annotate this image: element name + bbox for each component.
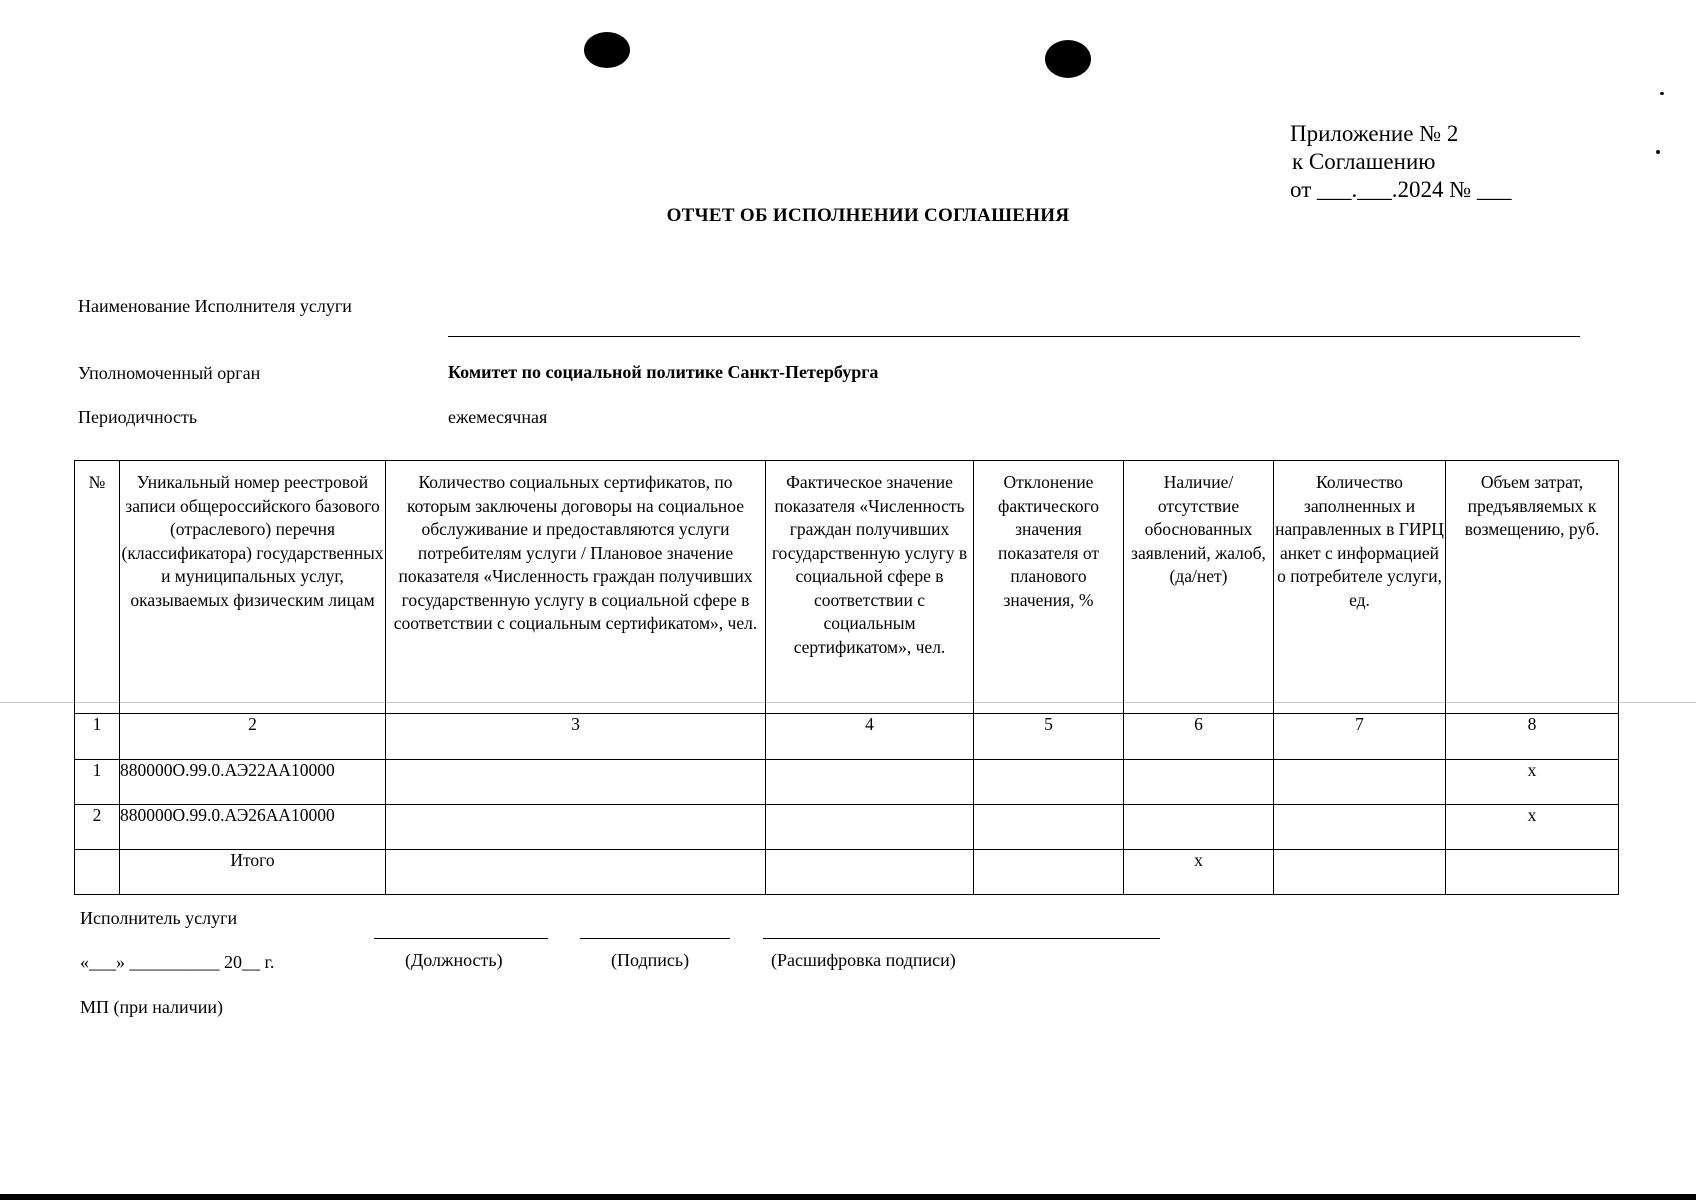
table-cell bbox=[1124, 805, 1274, 850]
position-label: (Должность) bbox=[405, 950, 503, 970]
column-number: 3 bbox=[386, 714, 766, 760]
report-table bbox=[74, 460, 1619, 895]
date-template: «___» __________ 20__ г. bbox=[80, 952, 275, 972]
table-cell bbox=[1274, 805, 1446, 850]
table-cell: 880000О.99.0.АЭ26АА10000 bbox=[120, 805, 386, 850]
table-cell bbox=[1274, 850, 1446, 895]
header-cell-certificates-count: Количество социальных сертификатов, по которым заключены договоры на социальное обслуживание и предоставляются услуги потребителям услуги / Плановое значение показателя «Численность граждан получивших государственную услугу в социальной сфере в соответствии с социальным сертификатом», чел. bbox=[386, 461, 766, 714]
column-number: 5 bbox=[974, 714, 1124, 760]
header-cell-deviation: Отклонение фактического значения показателя от планового значения, % bbox=[974, 461, 1124, 714]
hole-punch-left bbox=[584, 32, 630, 68]
decoding-line bbox=[763, 938, 1160, 939]
table-cell bbox=[1446, 850, 1619, 895]
periodicity-label: Периодичность bbox=[78, 407, 198, 427]
executor-name-label: Наименование Исполнителя услуги bbox=[78, 296, 352, 316]
appendix-line-2: к Соглашению bbox=[1292, 149, 1436, 174]
table-cell: 2 bbox=[75, 805, 120, 850]
header-cell-registry-number: Уникальный номер реестровой записи общероссийского базового (отраслевого) перечня (классификатора) государственных и муниципальных услуг, оказываемых физическим лицам bbox=[120, 461, 386, 714]
authority-value: Комитет по социальной политике Санкт-Петербурга bbox=[448, 362, 879, 382]
table-cell: 1 bbox=[75, 760, 120, 805]
appendix-block bbox=[1290, 120, 1511, 204]
header-cell-actual-value: Фактическое значение показателя «Численность граждан получивших государственную услугу в социальной сфере в соответствии с социальным сертификатом», чел. bbox=[766, 461, 974, 714]
table-cell bbox=[766, 805, 974, 850]
signature-line bbox=[580, 938, 730, 939]
column-number: 4 bbox=[766, 714, 974, 760]
header-cell-number: № bbox=[75, 461, 120, 714]
column-number: 8 bbox=[1446, 714, 1619, 760]
table-cell bbox=[766, 850, 974, 895]
column-number: 1 bbox=[75, 714, 120, 760]
header-row bbox=[75, 461, 1619, 714]
executor-signature-label: Исполнитель услуги bbox=[80, 908, 238, 928]
column-number: 2 bbox=[120, 714, 386, 760]
table-cell: x bbox=[1446, 760, 1619, 805]
header-cell-costs: Объем затрат, предъявляемых к возмещению, руб. bbox=[1446, 461, 1619, 714]
table-cell bbox=[1274, 760, 1446, 805]
column-number: 7 bbox=[1274, 714, 1446, 760]
column-number: 6 bbox=[1124, 714, 1274, 760]
table-cell: 880000О.99.0.АЭ22АА10000 bbox=[120, 760, 386, 805]
position-line bbox=[374, 938, 548, 939]
table-cell bbox=[974, 805, 1124, 850]
hole-punch-right bbox=[1045, 40, 1091, 78]
stamp-label: МП (при наличии) bbox=[80, 997, 223, 1017]
table-cell bbox=[75, 850, 120, 895]
scan-bottom-edge bbox=[0, 1194, 1696, 1200]
document-title: ОТЧЕТ ОБ ИСПОЛНЕНИИ СОГЛАШЕНИЯ bbox=[666, 205, 1070, 226]
periodicity-value: ежемесячная bbox=[448, 407, 548, 427]
table-cell: x bbox=[1446, 805, 1619, 850]
table-row bbox=[75, 760, 1619, 805]
column-number-row bbox=[75, 714, 1619, 760]
authority-label: Уполномоченный орган bbox=[78, 363, 261, 383]
appendix-line-1: Приложение № 2 bbox=[1290, 121, 1459, 146]
table-cell bbox=[974, 850, 1124, 895]
table-cell bbox=[1124, 760, 1274, 805]
executor-name-line bbox=[448, 336, 1580, 337]
signature-label: (Подпись) bbox=[611, 950, 690, 970]
header-cell-questionnaires: Количество заполненных и направленных в ГИРЦ анкет с информацией о потребителе услуги, ед. bbox=[1274, 461, 1446, 714]
table-cell bbox=[386, 760, 766, 805]
total-label: Итого bbox=[120, 850, 386, 895]
table-cell bbox=[386, 850, 766, 895]
appendix-line-3: от ___.___.2024 № ___ bbox=[1290, 177, 1512, 202]
table-row bbox=[75, 805, 1619, 850]
table-cell bbox=[766, 760, 974, 805]
total-row bbox=[75, 850, 1619, 895]
table-cell bbox=[386, 805, 766, 850]
scan-speck bbox=[1660, 92, 1664, 95]
table-cell: x bbox=[1124, 850, 1274, 895]
decoding-label: (Расшифровка подписи) bbox=[771, 950, 956, 970]
table-cell bbox=[974, 760, 1124, 805]
header-cell-complaints: Наличие/ отсутствие обоснованных заявлений, жалоб, (да/нет) bbox=[1124, 461, 1274, 714]
scan-speck bbox=[1656, 150, 1660, 154]
